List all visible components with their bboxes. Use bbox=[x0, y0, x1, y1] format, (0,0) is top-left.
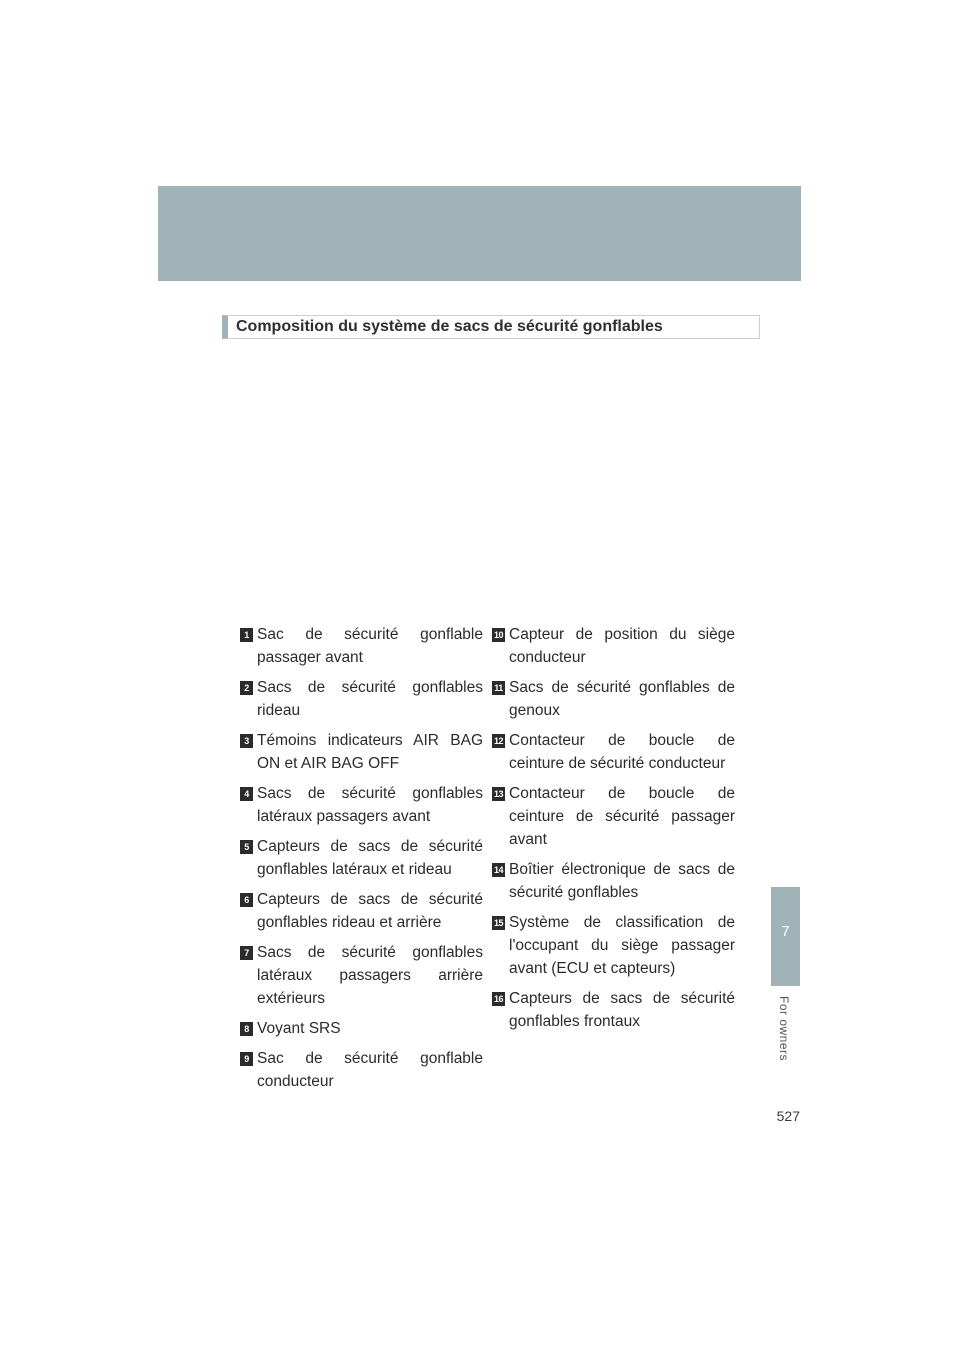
legend-item-text: Sac de sécurité gonflable conducteur bbox=[257, 1050, 483, 1090]
legend-item bbox=[492, 911, 735, 980]
legend-column-left bbox=[240, 623, 483, 1100]
legend-item-text: Sacs de sécurité gonflables rideau bbox=[257, 679, 483, 719]
legend-item-text: Voyant SRS bbox=[257, 1020, 341, 1037]
legend-item bbox=[492, 623, 735, 669]
legend-item-text: Boîtier électronique de sacs de sécurité gonflables bbox=[509, 861, 735, 901]
item-number-badge: 16 bbox=[493, 994, 503, 1004]
item-number-badge: 12 bbox=[493, 736, 503, 746]
legend-item bbox=[492, 676, 735, 722]
legend-item-text: Témoins indicateurs AIR BAG ON et AIR BAG OFF bbox=[257, 732, 483, 772]
legend-item-text: Sacs de sécurité gonflables latéraux passagers avant bbox=[257, 785, 483, 825]
item-number-badge: 14 bbox=[493, 865, 503, 875]
item-number-badge: 13 bbox=[493, 789, 503, 799]
section-title: Composition du système de sacs de sécurité gonflables bbox=[236, 318, 663, 335]
item-number-badge: 11 bbox=[492, 681, 505, 695]
chapter-tab bbox=[771, 887, 800, 986]
legend-item bbox=[240, 941, 483, 1010]
legend-item bbox=[240, 782, 483, 828]
legend-column-right bbox=[492, 623, 735, 1040]
chapter-number: 7 bbox=[781, 923, 790, 940]
legend-item bbox=[240, 888, 483, 934]
legend-item-text: Sacs de sécurité gonflables de genoux bbox=[509, 679, 735, 719]
item-number-badge: 3 bbox=[240, 734, 253, 748]
legend-item bbox=[240, 1017, 483, 1040]
item-number-badge: 9 bbox=[240, 1052, 253, 1066]
item-number-badge: 7 bbox=[240, 946, 253, 960]
legend-item bbox=[240, 623, 483, 669]
chapter-label: For owners bbox=[777, 996, 791, 1062]
item-number-badge: 1 bbox=[240, 628, 253, 642]
item-number-badge: 15 bbox=[493, 918, 503, 928]
legend-item bbox=[240, 835, 483, 881]
legend-item-text: Contacteur de boucle de ceinture de sécurité passager avant bbox=[509, 785, 735, 848]
item-number-badge: 2 bbox=[240, 681, 253, 695]
section-heading bbox=[222, 315, 760, 339]
legend-item-text: Capteurs de sacs de sécurité gonflables frontaux bbox=[509, 990, 735, 1030]
legend-item-text: Capteur de position du siège conducteur bbox=[509, 626, 735, 666]
header-band bbox=[158, 186, 801, 281]
legend-item bbox=[492, 858, 735, 904]
item-number-badge: 10 bbox=[493, 630, 503, 640]
item-number-badge: 5 bbox=[240, 840, 253, 854]
legend-item bbox=[240, 729, 483, 775]
legend-item-text: Sac de sécurité gonflable passager avant bbox=[257, 626, 483, 666]
legend-item bbox=[492, 782, 735, 851]
legend-item-text: Contacteur de boucle de ceinture de sécurité conducteur bbox=[509, 732, 735, 772]
page-number: 527 bbox=[776, 1108, 800, 1124]
legend-item-text: Capteurs de sacs de sécurité gonflables latéraux et rideau bbox=[257, 838, 483, 878]
item-number-badge: 8 bbox=[240, 1022, 253, 1036]
legend-item-text: Système de classification de l'occupant du siège passager avant (ECU et capteurs) bbox=[509, 914, 735, 977]
legend-item bbox=[492, 987, 735, 1033]
item-number-badge: 4 bbox=[240, 787, 253, 801]
legend-item bbox=[240, 1047, 483, 1093]
legend-item bbox=[240, 676, 483, 722]
item-number-badge: 6 bbox=[240, 893, 253, 907]
legend-item bbox=[492, 729, 735, 775]
legend-item-text: Capteurs de sacs de sécurité gonflables rideau et arrière bbox=[257, 891, 483, 931]
legend-item-text: Sacs de sécurité gonflables latéraux passagers arrière extérieurs bbox=[257, 944, 483, 1007]
